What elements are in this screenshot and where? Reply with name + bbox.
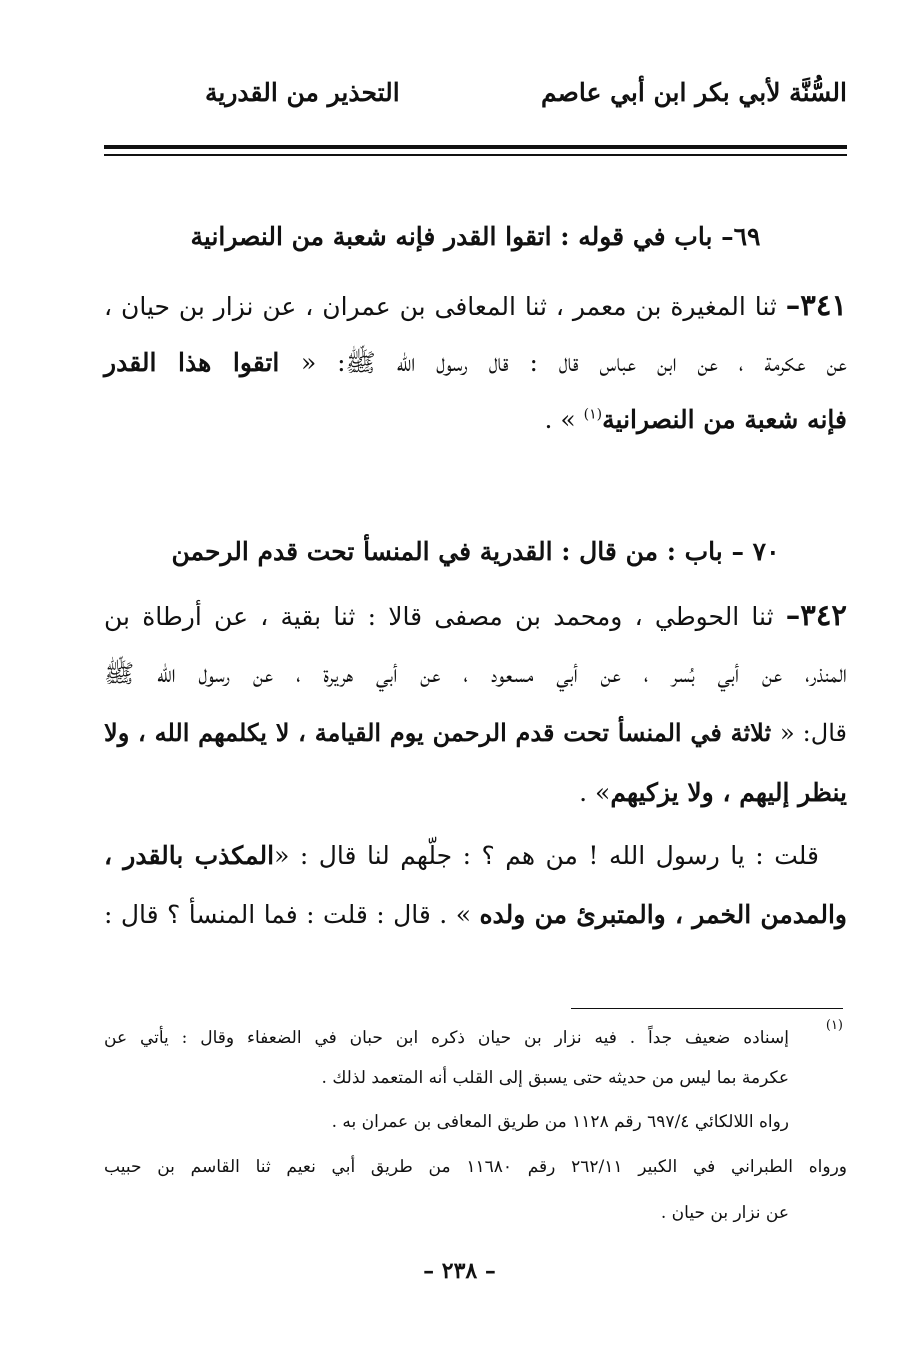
hadith-342-line-6 xyxy=(104,900,847,929)
hadith-number-342: ٣٤٢– xyxy=(785,598,847,632)
footnote-line-3: رواه اللالكائي ٦٩٧/٤ رقم ١١٢٨ من طريق المعافى بن عمران به . xyxy=(331,1112,789,1132)
footnote-line-2: عكرمة بما ليس من حديثه حتى يسبق إلى القلب أنه المتعمد لذلك . xyxy=(321,1068,789,1088)
page-number: – ٢٣٨ – xyxy=(423,1258,496,1284)
hadith-342-question: قلت : يا رسول الله ! من هم ؟ : جلّهم لنا قال : « xyxy=(274,841,819,870)
header-rule-thick xyxy=(104,145,847,149)
footnote-line-1: إسناده ضعيف جداً . فيه نزار بن حيان ذكره ابن حبان في الضعفاء وقال : يأتي عن xyxy=(104,1028,789,1048)
footnote-reference[interactable]: (١) xyxy=(583,406,603,423)
footnote-separator xyxy=(571,1008,843,1009)
hadith-342-matn-start: ثلاثة في المنسأ تحت قدم الرحمن يوم القيامة ، لا يكلمهم الله ، ولا xyxy=(104,718,780,747)
hadith-342-qala: قال: « xyxy=(779,719,847,747)
section-69-title: ٦٩– باب في قوله : اتقوا القدر فإنه شعبة من النصرانية xyxy=(190,222,761,251)
hadith-number-341: ٣٤١– xyxy=(785,288,847,322)
hadith-341-line-2 xyxy=(104,347,847,384)
header-rule-thin xyxy=(104,154,847,156)
hadith-342-line-1 xyxy=(104,598,847,632)
hadith-341-matn-start: اتقوا هذا القدر xyxy=(104,348,301,377)
hadith-342-answer-end: والمدمن الخمر ، والمتبرئ من ولده xyxy=(479,900,847,929)
hadith-341-isnad: ثنا المغيرة بن معمر ، ثنا المعافى بن عمران ، عن نزار بن حيان ، xyxy=(104,292,786,321)
running-header-book-title: السُّنَّة لأبي بكر ابن أبي عاصم xyxy=(540,78,847,107)
hadith-342-isnad: ثنا الحوطي ، ومحمد بن مصفى قالا : ثنا بقية ، عن أرطاة بن xyxy=(104,602,786,631)
running-header-chapter-title: التحذير من القدرية xyxy=(205,78,400,107)
section-70-title: ٧٠ – باب : من قال : القدرية في المنسأ تحت قدم الرحمن xyxy=(171,537,780,566)
hadith-342-matn-end: ينظر إليهم ، ولا يزكيهم xyxy=(610,778,847,807)
hadith-341-line-1 xyxy=(104,288,847,322)
hadith-341-line-3 xyxy=(104,405,847,434)
footnote-line-5: عن نزار بن حيان . xyxy=(660,1203,789,1223)
hadith-342-isnad-cont: المنذر، عن أبي بُسر ، عن أبي مسعود ، عن أبي هريرة ، عن رسول الله ﷺ xyxy=(104,659,847,688)
hadith-341-matn-end: فإنه شعبة من النصرانية xyxy=(602,405,847,434)
hadith-342-line-4 xyxy=(104,778,847,807)
hadith-342-line-3 xyxy=(104,718,847,747)
hadith-342-answer-start: المكذب بالقدر ، xyxy=(104,841,275,870)
hadith-342-continuation: » . قال : قلت : فما المنسأ ؟ قال : xyxy=(104,900,480,929)
footnote-marker: (١) xyxy=(825,1018,843,1033)
hadith-341-narration: عن عكرمة ، عن ابن عباس قال : قال رسول الله ﷺ: « xyxy=(300,348,847,377)
hadith-341-closing: » . xyxy=(544,405,584,434)
hadith-342-closing: » . xyxy=(579,778,611,807)
footnote-line-4: ورواه الطبراني في الكبير ٢٦٢/١١ رقم ١١٦٨٠ من طريق أبي نعيم ثنا القاسم بن حبيب xyxy=(104,1157,847,1177)
hadith-342-line-2 xyxy=(104,658,847,695)
hadith-342-line-5 xyxy=(104,841,847,870)
